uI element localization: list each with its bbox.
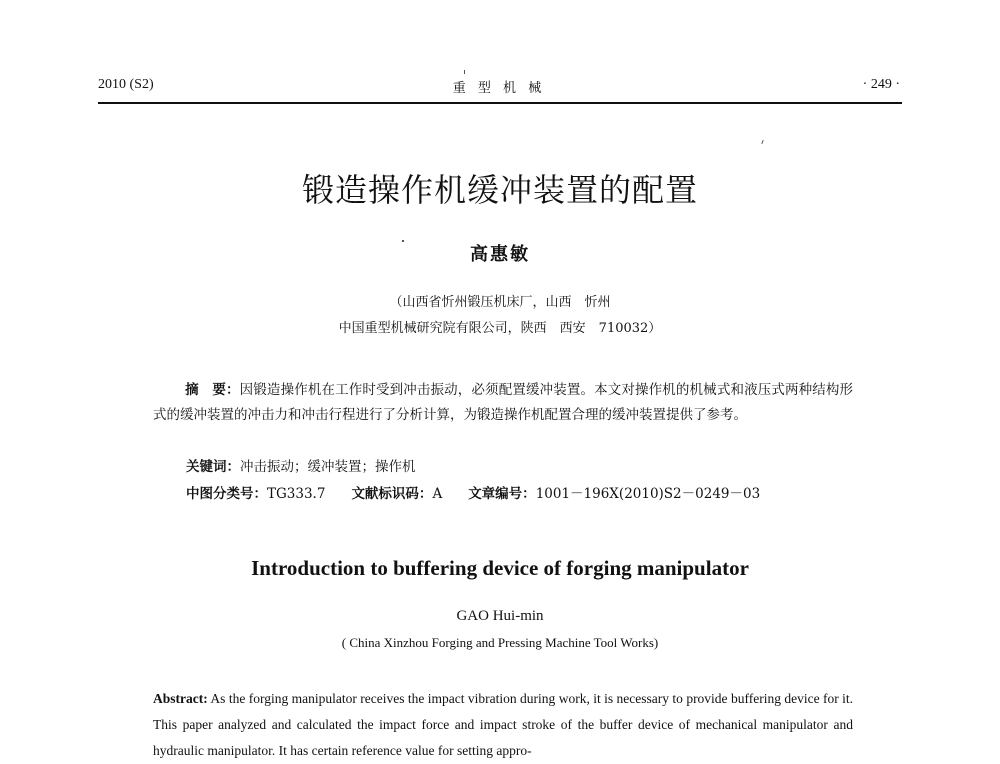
keywords-text: 冲击振动；缓冲装置；操作机 bbox=[240, 459, 416, 475]
classification-line bbox=[186, 482, 760, 502]
english-affiliation: ( China Xinzhou Forging and Pressing Machine Tool Works) bbox=[341, 635, 659, 650]
chinese-affiliation-line-1: （山西省忻州锻压机床厂，山西 忻州 bbox=[389, 295, 611, 310]
english-abstract-label: Abstract: bbox=[153, 691, 208, 706]
chinese-author: 高惠敏 bbox=[470, 244, 530, 265]
clc-label: 中图分类号： bbox=[186, 486, 267, 502]
journal-name: 重 型 机 械 bbox=[452, 81, 546, 96]
chinese-abstract bbox=[153, 378, 853, 428]
article-number-value: 1001－196X(2010)S2－0249－03 bbox=[535, 486, 761, 502]
english-title: Introduction to buffering device of forging manipulator bbox=[251, 556, 749, 580]
english-abstract-text: As the forging manipulator receives the impact vibration during work, it is necessary to provide buffering device for it. This paper analyzed and calculated the impact force and impact stroke of the buffer device of mechanical manipulator and hydraulic manipulator. It has certain reference value for setting appro- bbox=[153, 691, 853, 758]
journal-issue: 2010 (S2) bbox=[98, 77, 154, 92]
article-number-label: 文章编号： bbox=[468, 486, 536, 502]
scan-speck bbox=[464, 70, 465, 74]
page-number: · 249 · bbox=[862, 77, 900, 92]
chinese-keywords bbox=[186, 455, 416, 475]
chinese-title: 锻造操作机缓冲装置的配置 bbox=[301, 171, 698, 209]
chinese-affiliation-line-2: 中国重型机械研究院有限公司，陕西 西安 710032） bbox=[338, 321, 662, 336]
header-rule bbox=[98, 102, 902, 104]
document-code-label: 文献标识码： bbox=[351, 486, 433, 502]
english-abstract bbox=[153, 686, 853, 764]
english-author: GAO Hui-min bbox=[456, 608, 544, 624]
clc-value: TG333.7 bbox=[267, 486, 326, 502]
running-header bbox=[98, 77, 900, 99]
chinese-abstract-text: 因锻造操作机在工作时受到冲击振动，必须配置缓冲装置。本文对操作机的机械式和液压式两种结构形式的缓冲装置的冲击力和冲击行程进行了分析计算，为锻造操作机配置合理的缓冲装置提供了参考。 bbox=[153, 382, 854, 423]
scan-speck bbox=[761, 140, 763, 144]
chinese-abstract-label: 摘 要： bbox=[185, 382, 240, 398]
document-code-value: A bbox=[432, 486, 443, 502]
keywords-label: 关键词： bbox=[186, 459, 240, 475]
